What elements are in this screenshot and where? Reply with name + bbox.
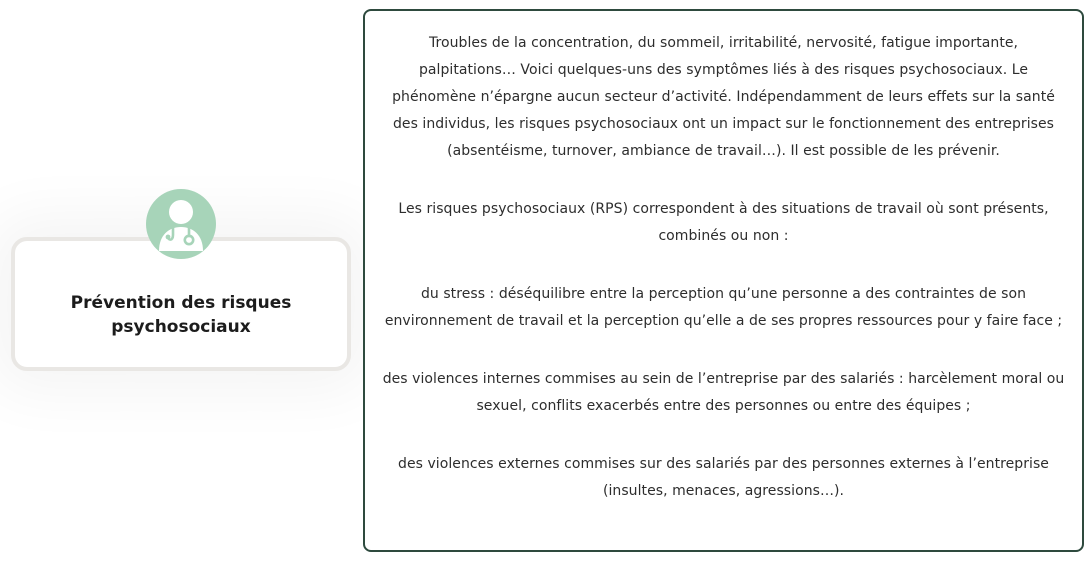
rps-definition-paragraph: Les risques psychosociaux (RPS) correspondent à des situations de travail où sont présents, combinés ou non : xyxy=(398,201,1049,244)
external-violence-paragraph: des violences externes commises sur des salariés par des personnes externes à l’entreprise (insultes, menaces, agressions…). xyxy=(398,456,1049,499)
stress-paragraph: du stress : déséquilibre entre la perception qu’une personne a des contraintes de son environnement de travail et la perception qu’elle a de ses propres ressources pour y faire face ; xyxy=(384,286,1063,329)
internal-violence-paragraph: des violences internes commises au sein de l’entreprise par des salariés : harcèlement moral ou sexuel, conflits exacerbés entre des personnes ou entre des équipes ; xyxy=(382,371,1065,414)
service-description-panel xyxy=(363,9,1084,552)
service-card-title: Prévention des risques psychosociaux xyxy=(70,293,292,337)
intro-paragraph: Troubles de la concentration, du sommeil, irritabilité, nervosité, fatigue importante, palpitations… Voici quelques-uns des symptômes liés à des risques psychosociaux. Le phénomène n’épargne aucun secteur d’activité. Indépendamment de leurs effets sur la santé des individus, les risques psychosociaux ont un impact sur le fonctionnement des entreprises (absentéisme, turnover, ambiance de travail…). Il est possible de les prévenir. xyxy=(392,35,1055,159)
doctor-stethoscope-icon xyxy=(146,189,216,259)
